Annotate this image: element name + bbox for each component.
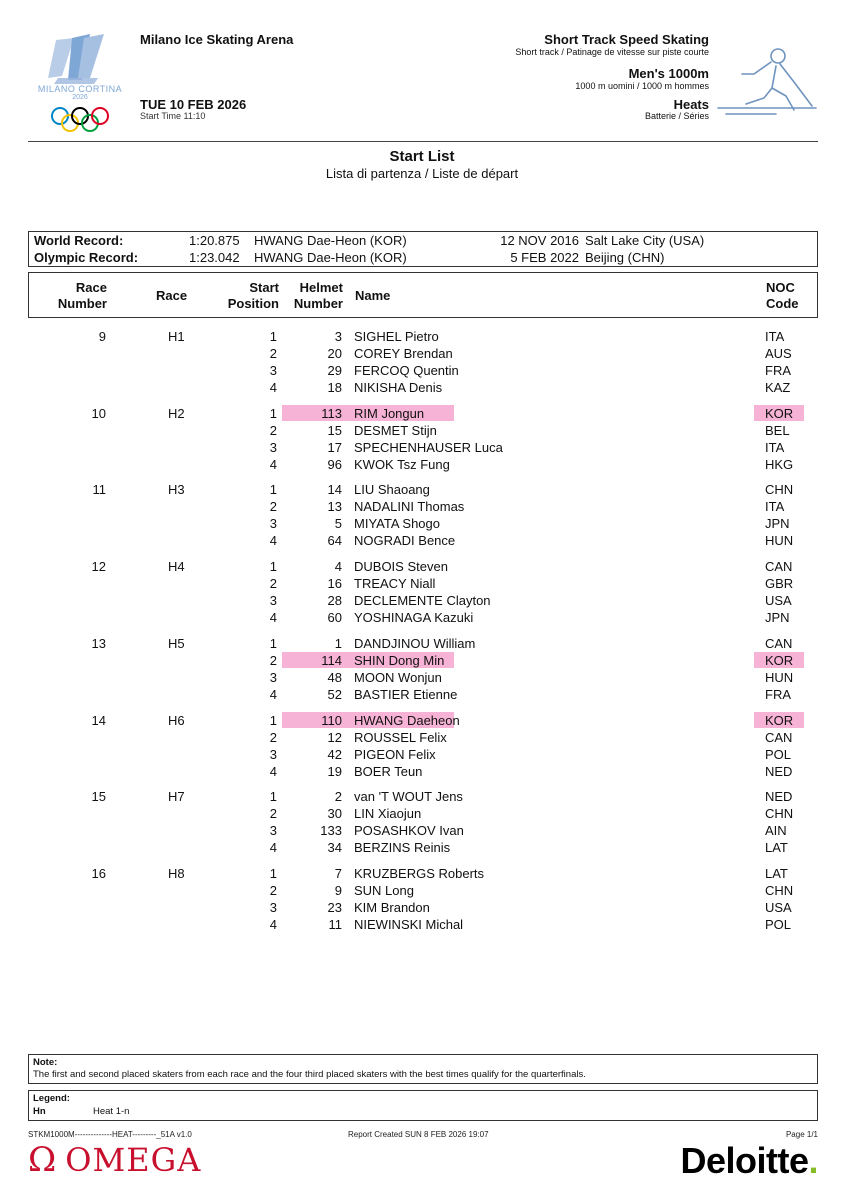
start-position: 2 (269, 806, 277, 822)
legend-key: Hn (33, 1106, 46, 1117)
table-row (28, 652, 818, 669)
noc-code: NED (765, 763, 793, 779)
noc-code: LAT (765, 840, 788, 856)
phase-translation: Batterie / Séries (644, 111, 709, 121)
skater-name: SIGHEL Pietro (354, 329, 439, 344)
col-start-position: Start Position (227, 280, 279, 311)
col-name: Name (355, 288, 391, 303)
sport-title: Short Track Speed Skating (544, 32, 709, 47)
helmet-number: 42 (327, 746, 342, 762)
skater-name: RIM Jongun (354, 405, 425, 421)
col-helmet-number: Helmet Number (293, 280, 343, 311)
helmet-number: 114 (321, 652, 342, 668)
start-position: 3 (269, 363, 277, 378)
start-position: 2 (269, 652, 277, 668)
start-position: 2 (269, 422, 277, 438)
helmet-number: 30 (327, 806, 342, 822)
helmet-number: 5 (334, 516, 342, 532)
skater-name: DUBOIS Steven (354, 559, 448, 575)
start-position: 4 (269, 763, 277, 779)
skater-name: BASTIER Etienne (354, 686, 458, 702)
noc-code: HUN (765, 533, 794, 549)
noc-code: KOR (765, 405, 794, 421)
page-subtitle: Lista di partenza / Liste de départ (325, 166, 519, 181)
noc-code: CAN (765, 635, 793, 651)
noc-code: FRA (765, 363, 791, 378)
event-title: Men's 1000m (628, 66, 709, 81)
table-row (28, 882, 818, 899)
table-header (28, 272, 818, 318)
start-position: 4 (269, 686, 277, 702)
start-position: 4 (269, 610, 277, 626)
skater-name: MIYATA Shogo (354, 516, 440, 532)
olympic-record-holder: HWANG Dae-Heon (KOR) (254, 250, 407, 265)
skater-name: NIKISHA Denis (354, 380, 443, 395)
start-time: Start Time 11:10 (140, 111, 206, 121)
table-row (28, 839, 818, 856)
page-title: Start List (389, 148, 455, 165)
helmet-number: 13 (327, 499, 342, 515)
noc-code: NED (765, 789, 793, 805)
helmet-number: 14 (327, 482, 342, 498)
table-row (28, 558, 818, 575)
noc-code: KAZ (765, 380, 791, 395)
legend-value: Heat 1-n (93, 1106, 130, 1117)
skater-name: BOER Teun (354, 763, 423, 779)
noc-code: CHN (765, 806, 794, 822)
helmet-number: 20 (327, 346, 342, 361)
start-position: 2 (269, 346, 277, 361)
start-position: 1 (269, 712, 277, 728)
helmet-number: 17 (327, 439, 342, 455)
skater-name: POSASHKOV Ivan (354, 823, 464, 839)
world-record-holder: HWANG Dae-Heon (KOR) (254, 233, 407, 248)
world-record-place: Salt Lake City (USA) (585, 233, 705, 248)
helmet-number: 48 (327, 669, 342, 685)
skater-name: FERCOQ Quentin (354, 363, 459, 378)
helmet-number: 4 (334, 559, 342, 575)
noc-code: HKG (765, 456, 794, 472)
skater-name: NIEWINSKI Michal (354, 916, 464, 932)
games-logo (28, 28, 132, 136)
noc-code: JPN (765, 516, 790, 532)
table-row (28, 498, 818, 515)
start-position: 2 (269, 576, 277, 592)
skater-name: SPECHENHAUSER Luca (354, 439, 503, 455)
noc-code: USA (765, 593, 792, 609)
records-box (28, 231, 818, 267)
noc-code: ITA (765, 439, 785, 455)
skater-name: MOON Wonjun (354, 669, 442, 685)
table-row (28, 865, 818, 882)
table-row (28, 456, 818, 473)
col-noc-code: NOC Code (766, 280, 799, 311)
skater-name: LIU Shaoang (354, 482, 430, 498)
table-row (28, 729, 818, 746)
col-race-number: Race Number (57, 280, 107, 311)
report-code: STKM1000M--------------HEAT---------_51A v1.0 (28, 1130, 192, 1139)
start-position: 3 (269, 593, 277, 609)
table-row (28, 899, 818, 916)
start-position: 3 (269, 669, 277, 685)
noc-code: HUN (765, 669, 794, 685)
skater-name: PIGEON Felix (354, 746, 436, 762)
noc-code: CHN (765, 482, 794, 498)
table-row (28, 379, 818, 396)
helmet-number: 96 (327, 456, 342, 472)
phase-title: Heats (673, 97, 709, 112)
skater-name: COREY Brendan (354, 346, 453, 361)
deloitte-wordmark: Deloitte (680, 1140, 809, 1181)
table-row (28, 609, 818, 626)
noc-code: LAT (765, 865, 788, 881)
race-heat: H8 (168, 865, 185, 881)
noc-code: POL (765, 916, 792, 932)
start-position: 1 (269, 789, 277, 805)
skater-name: LIN Xiaojun (354, 806, 422, 822)
helmet-number: 9 (334, 882, 342, 898)
skater-name: NOGRADI Bence (354, 533, 456, 549)
race-heat: H7 (168, 789, 185, 805)
omega-logo (28, 1140, 201, 1184)
race-number: 15 (91, 789, 106, 805)
helmet-number: 52 (327, 686, 342, 702)
start-position: 4 (269, 380, 277, 395)
start-position: 3 (269, 823, 277, 839)
noc-code: BEL (765, 422, 790, 438)
olympic-rings-icon (50, 106, 112, 134)
helmet-number: 113 (321, 405, 342, 421)
helmet-number: 3 (334, 329, 342, 344)
table-row (28, 422, 818, 439)
race-number: 16 (91, 865, 106, 881)
race-number: 10 (91, 405, 106, 421)
helmet-number: 2 (334, 789, 342, 805)
noc-code: ITA (765, 329, 785, 344)
helmet-number: 133 (320, 823, 342, 839)
table-row (28, 686, 818, 703)
skater-name: DECLEMENTE Clayton (354, 593, 491, 609)
table-row (28, 822, 818, 839)
omega-symbol-icon: Ω (28, 1140, 57, 1180)
start-position: 2 (269, 499, 277, 515)
skater-name: KIM Brandon (354, 899, 430, 915)
start-position: 3 (269, 439, 277, 455)
noc-code: KOR (765, 652, 794, 668)
table-row (28, 328, 818, 345)
helmet-number: 18 (327, 380, 342, 395)
world-record-time: 1:20.875 (189, 233, 240, 248)
noc-code: CAN (765, 559, 793, 575)
legend-label: Legend: (33, 1093, 70, 1104)
helmet-number: 7 (334, 865, 342, 881)
helmet-number: 29 (327, 363, 342, 378)
race-heat: H5 (168, 635, 185, 651)
noc-code: CHN (765, 882, 794, 898)
start-position: 3 (269, 899, 277, 915)
helmet-number: 15 (327, 422, 342, 438)
race-heat: H1 (168, 329, 185, 344)
noc-code: GBR (765, 576, 794, 592)
helmet-number: 110 (321, 712, 342, 728)
table-row (28, 362, 818, 379)
race-heat: H3 (168, 482, 185, 498)
table-row (28, 669, 818, 686)
start-position: 3 (269, 516, 277, 532)
venue: Milano Ice Skating Arena (140, 32, 294, 47)
note-text: The first and second placed skaters from each race and the four third placed skaters with the best times qualify for the quarterfinals. (33, 1069, 586, 1080)
race-number: 14 (91, 712, 106, 728)
skater-name: van 'T WOUT Jens (354, 789, 463, 805)
start-position: 4 (269, 533, 277, 549)
deloitte-logo (680, 1140, 818, 1184)
olympic-record-date: 5 FEB 2022 (510, 250, 579, 265)
noc-code: AUS (765, 346, 792, 361)
helmet-number: 19 (327, 763, 342, 779)
noc-code: KOR (765, 712, 794, 728)
helmet-number: 12 (327, 729, 342, 745)
skater-name: YOSHINAGA Kazuki (354, 610, 474, 626)
skater-name: TREACY Niall (354, 576, 436, 592)
start-position: 1 (269, 635, 277, 651)
start-position: 1 (269, 329, 277, 344)
start-position: 4 (269, 840, 277, 856)
noc-code: ITA (765, 499, 785, 515)
start-position: 4 (269, 916, 277, 932)
start-position: 1 (269, 482, 277, 498)
note-label: Note: (33, 1057, 58, 1068)
noc-code: CAN (765, 729, 793, 745)
omega-wordmark: OMEGA (65, 1141, 202, 1179)
world-record-date: 12 NOV 2016 (500, 233, 579, 248)
table-row (28, 532, 818, 549)
helmet-number: 28 (327, 593, 342, 609)
table-row (28, 763, 818, 780)
helmet-number: 1 (334, 635, 342, 651)
helmet-number: 11 (328, 916, 342, 932)
table-row (28, 515, 818, 532)
race-heat: H6 (168, 712, 185, 728)
table-row (28, 746, 818, 763)
skater-name: HWANG Daeheon (354, 712, 460, 728)
start-position: 1 (269, 559, 277, 575)
skater-name: NADALINI Thomas (354, 499, 465, 515)
skater-name: ROUSSEL Felix (354, 729, 447, 745)
race-heat: H4 (168, 559, 185, 575)
table-row (28, 575, 818, 592)
note-box (28, 1054, 818, 1084)
skater-name: SHIN Dong Min (354, 652, 445, 668)
table-row (28, 712, 818, 729)
helmet-number: 16 (327, 576, 342, 592)
race-number: 9 (98, 329, 106, 344)
table-row (28, 788, 818, 805)
header-divider (28, 141, 818, 142)
helmet-number: 34 (327, 840, 342, 856)
sport-translation: Short track / Patinage de vitesse sur piste courte (515, 47, 709, 57)
noc-code: USA (765, 899, 792, 915)
noc-code: AIN (765, 823, 787, 839)
table-row (28, 345, 818, 362)
event-translation: 1000 m uomini / 1000 m hommes (575, 81, 709, 91)
skater-name: DANDJINOU William (354, 635, 476, 651)
skater-name: KRUZBERGS Roberts (354, 865, 485, 881)
table-row (28, 805, 818, 822)
table-row (28, 405, 818, 422)
start-position: 1 (269, 865, 277, 881)
page-number: Page 1/1 (785, 1130, 818, 1139)
start-position: 2 (269, 882, 277, 898)
olympic-record-label: Olympic Record: (34, 250, 139, 265)
table-row (28, 481, 818, 498)
helmet-number: 23 (327, 899, 342, 915)
table-row (28, 592, 818, 609)
race-number: 13 (91, 635, 106, 651)
start-position: 2 (269, 729, 277, 745)
helmet-number: 64 (327, 533, 342, 549)
start-position: 4 (269, 456, 277, 472)
olympic-record-time: 1:23.042 (189, 250, 240, 265)
col-race: Race (156, 288, 188, 303)
table-row (28, 916, 818, 933)
noc-code: POL (765, 746, 792, 762)
table-row (28, 635, 818, 652)
skater-name: SUN Long (354, 882, 414, 898)
race-number: 11 (92, 482, 106, 498)
deloitte-dot-icon: . (808, 1140, 818, 1181)
logo-year: 2026 (72, 94, 88, 101)
world-record-label: World Record: (34, 233, 124, 248)
legend-box (28, 1090, 818, 1121)
noc-code: JPN (765, 610, 790, 626)
race-number: 12 (91, 559, 106, 575)
logo-text: MILANO CORTINA (37, 84, 123, 94)
skater-name: DESMET Stijn (354, 422, 437, 438)
table-row (28, 439, 818, 456)
start-position: 1 (269, 405, 277, 421)
noc-code: FRA (765, 686, 791, 702)
olympic-record-place: Beijing (CHN) (585, 250, 665, 265)
event-date: TUE 10 FEB 2026 (140, 97, 247, 112)
skater-name: KWOK Tsz Fung (354, 456, 450, 472)
helmet-number: 60 (327, 610, 342, 626)
start-position: 3 (269, 746, 277, 762)
race-heat: H2 (168, 405, 185, 421)
report-created: Report Created SUN 8 FEB 2026 19:07 (348, 1130, 489, 1139)
skater-name: BERZINS Reinis (354, 840, 451, 856)
skater-pictogram-icon (716, 44, 820, 116)
